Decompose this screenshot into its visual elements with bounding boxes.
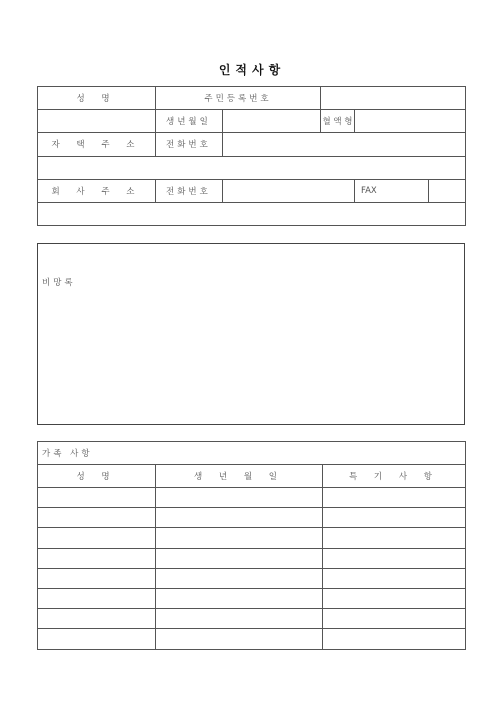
resident-number-label: 주민등록번호 <box>156 87 321 110</box>
family-table <box>37 441 466 650</box>
name-label: 성 명 <box>38 87 156 110</box>
home-address-label: 자 택 주 소 <box>38 133 156 156</box>
family-name-cell[interactable] <box>38 508 156 528</box>
home-address-field[interactable] <box>38 156 466 179</box>
fax-field[interactable] <box>429 179 466 202</box>
family-notes-cell[interactable] <box>323 488 466 508</box>
family-name-cell[interactable] <box>38 609 156 629</box>
page-title: 인적사항 <box>218 63 286 77</box>
family-header-birth: 생 년 월 일 <box>156 465 323 488</box>
family-name-cell[interactable] <box>38 588 156 608</box>
family-notes-cell[interactable] <box>323 609 466 629</box>
memo-box[interactable] <box>37 243 465 425</box>
family-row <box>38 528 466 548</box>
family-birth-cell[interactable] <box>156 528 323 548</box>
family-row <box>38 568 466 588</box>
birth-field[interactable] <box>223 110 321 133</box>
name-field[interactable] <box>38 110 156 133</box>
family-name-cell[interactable] <box>38 629 156 649</box>
family-header-notes: 특 기 사 항 <box>323 465 466 488</box>
company-phone-label: 전화번호 <box>156 179 223 202</box>
family-row <box>38 488 466 508</box>
family-header-name: 성 명 <box>38 465 156 488</box>
family-birth-cell[interactable] <box>156 629 323 649</box>
family-caption: 가족 사항 <box>38 442 466 465</box>
company-phone-field[interactable] <box>223 179 355 202</box>
family-birth-cell[interactable] <box>156 488 323 508</box>
blood-type-label: 혈 액 형 <box>321 110 355 133</box>
family-birth-cell[interactable] <box>156 568 323 588</box>
family-notes-cell[interactable] <box>323 629 466 649</box>
personal-info-table <box>37 86 466 226</box>
family-birth-cell[interactable] <box>156 508 323 528</box>
birth-label: 생년월일 <box>156 110 223 133</box>
family-name-cell[interactable] <box>38 548 156 568</box>
family-notes-cell[interactable] <box>323 588 466 608</box>
family-name-cell[interactable] <box>38 528 156 548</box>
family-birth-cell[interactable] <box>156 588 323 608</box>
family-notes-cell[interactable] <box>323 508 466 528</box>
blood-type-field[interactable] <box>355 110 466 133</box>
family-notes-cell[interactable] <box>323 548 466 568</box>
family-name-cell[interactable] <box>38 488 156 508</box>
family-row <box>38 508 466 528</box>
family-row <box>38 609 466 629</box>
company-address-field[interactable] <box>38 202 466 225</box>
home-phone-field[interactable] <box>223 133 466 156</box>
resident-number-field[interactable] <box>321 87 466 110</box>
family-name-cell[interactable] <box>38 568 156 588</box>
home-phone-label: 전화번호 <box>156 133 223 156</box>
family-row <box>38 629 466 649</box>
family-row <box>38 548 466 568</box>
fax-label: FAX <box>355 179 429 202</box>
memo-label: 비망록 <box>42 278 76 288</box>
family-notes-cell[interactable] <box>323 528 466 548</box>
family-birth-cell[interactable] <box>156 548 323 568</box>
family-row <box>38 588 466 608</box>
family-notes-cell[interactable] <box>323 568 466 588</box>
family-birth-cell[interactable] <box>156 609 323 629</box>
company-address-label: 회 사 주 소 <box>38 179 156 202</box>
